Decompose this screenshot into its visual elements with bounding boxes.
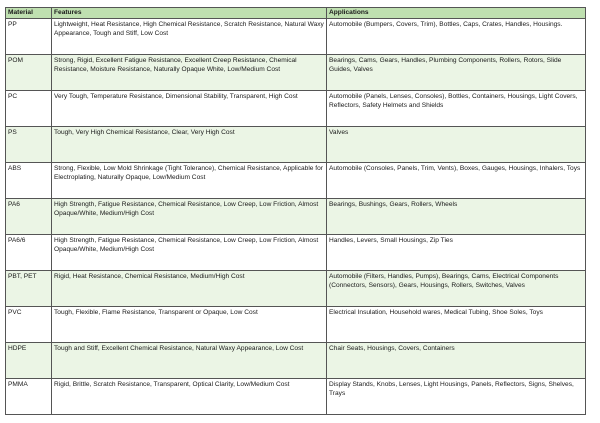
applications-cell: Bearings, Cams, Gears, Handles, Plumbing Components, Rollers, Rotors, Slide Guides, Valves — [327, 55, 586, 91]
header-features: Features — [52, 8, 327, 19]
material-cell: ABS — [6, 163, 52, 199]
material-cell: PA6/6 — [6, 235, 52, 271]
material-cell: POM — [6, 55, 52, 91]
material-cell: PS — [6, 127, 52, 163]
table-row — [6, 163, 586, 199]
features-cell: Strong, Flexible, Low Mold Shrinkage (Tight Tolerance), Chemical Resistance, Applicable for Electroplating, Naturally Opaque, Low/Medium Cost — [52, 163, 327, 199]
features-cell: Lightweight, Heat Resistance, High Chemical Resistance, Scratch Resistance, Natural Waxy Appearance, Tough and Stiff, Low Cost — [52, 19, 327, 55]
materials-table — [5, 7, 586, 415]
material-cell: PBT, PET — [6, 271, 52, 307]
features-cell: High Strength, Fatigue Resistance, Chemical Resistance, Low Creep, Low Friction, Almost Opaque/White, Medium/High Cost — [52, 199, 327, 235]
table-row — [6, 199, 586, 235]
table-row — [6, 271, 586, 307]
material-cell: HDPE — [6, 343, 52, 379]
applications-cell: Automobile (Consoles, Panels, Trim, Vents), Boxes, Gauges, Housings, Inhalers, Toys — [327, 163, 586, 199]
material-cell: PP — [6, 19, 52, 55]
material-cell: PMMA — [6, 379, 52, 415]
table-body — [6, 19, 586, 415]
header-row — [6, 8, 586, 19]
features-cell: Rigid, Heat Resistance, Chemical Resistance, Medium/High Cost — [52, 271, 327, 307]
features-cell: Tough, Very High Chemical Resistance, Clear, Very High Cost — [52, 127, 327, 163]
features-cell: High Strength, Fatigue Resistance, Chemical Resistance, Low Creep, Low Friction, Almost Opaque/White, Medium/High Cost — [52, 235, 327, 271]
table-row — [6, 307, 586, 343]
table-row — [6, 55, 586, 91]
features-cell: Very Tough, Temperature Resistance, Dimensional Stability, Transparent, High Cost — [52, 91, 327, 127]
material-cell: PVC — [6, 307, 52, 343]
applications-cell: Automobile (Filters, Handles, Pumps), Bearings, Cams, Electrical Components (Connectors, Sensors), Gears, Housings, Rollers, Switches, Valves — [327, 271, 586, 307]
header-applications: Applications — [327, 8, 586, 19]
table-row — [6, 343, 586, 379]
table-row — [6, 91, 586, 127]
table-row — [6, 19, 586, 55]
table-row — [6, 127, 586, 163]
table-row — [6, 379, 586, 415]
table-header — [6, 8, 586, 19]
applications-cell: Handles, Levers, Small Housings, Zip Ties — [327, 235, 586, 271]
applications-cell: Valves — [327, 127, 586, 163]
features-cell: Tough and Stiff, Excellent Chemical Resistance, Natural Waxy Appearance, Low Cost — [52, 343, 327, 379]
features-cell: Rigid, Brittle, Scratch Resistance, Transparent, Optical Clarity, Low/Medium Cost — [52, 379, 327, 415]
applications-cell: Automobile (Panels, Lenses, Consoles), Bottles, Containers, Housings, Light Covers, Reflectors, Safety Helmets and Shields — [327, 91, 586, 127]
material-cell: PC — [6, 91, 52, 127]
table-row — [6, 235, 586, 271]
features-cell: Tough, Flexible, Flame Resistance, Transparent or Opaque, Low Cost — [52, 307, 327, 343]
applications-cell: Automobile (Bumpers, Covers, Trim), Bottles, Caps, Crates, Handles, Housings. — [327, 19, 586, 55]
materials-table-sheet — [5, 7, 585, 413]
features-cell: Strong, Rigid, Excellent Fatigue Resistance, Excellent Creep Resistance, Chemical Resistance, Moisture Resistance, Naturally Opaque White, Low/Medium Cost — [52, 55, 327, 91]
applications-cell: Display Stands, Knobs, Lenses, Light Housings, Panels, Reflectors, Signs, Shelves, Trays — [327, 379, 586, 415]
header-material: Material — [6, 8, 52, 19]
material-cell: PA6 — [6, 199, 52, 235]
applications-cell: Bearings, Bushings, Gears, Rollers, Wheels — [327, 199, 586, 235]
applications-cell: Electrical Insulation, Household wares, Medical Tubing, Shoe Soles, Toys — [327, 307, 586, 343]
applications-cell: Chair Seats, Housings, Covers, Containers — [327, 343, 586, 379]
